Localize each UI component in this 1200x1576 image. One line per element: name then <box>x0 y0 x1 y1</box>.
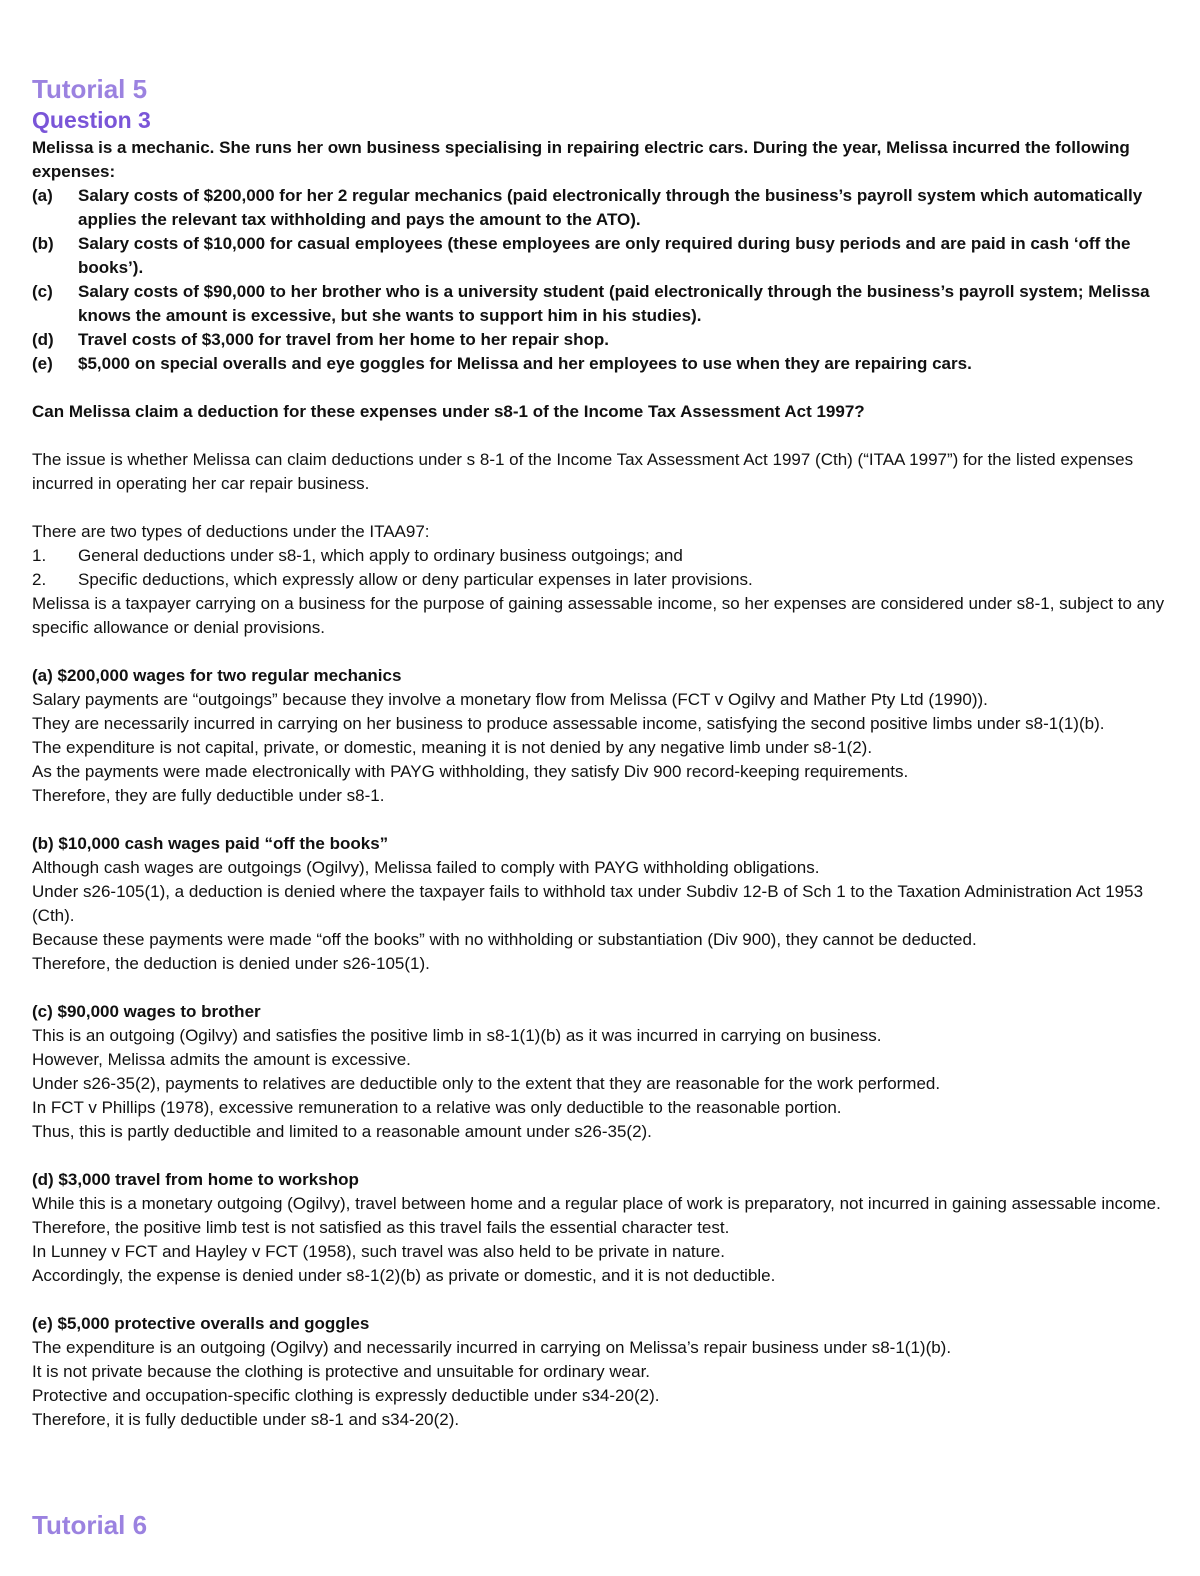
types-text: General deductions under s8-1, which apply to ordinary business outgoings; and <box>78 546 683 565</box>
section-line: Protective and occupation-specific clothing is expressly deductible under s34-20(2). <box>32 1386 660 1405</box>
expense-label: (b) <box>32 234 54 253</box>
answer-section-d <box>32 1168 1172 1288</box>
expense-text: Travel costs of $3,000 for travel from her home to her repair shop. <box>78 330 609 349</box>
section-line: They are necessarily incurred in carrying on her business to produce assessable income, satisfying the second positive limbs under s8-1(1)(b). <box>32 714 1105 733</box>
expense-text: Salary costs of $90,000 to her brother who is a university student (paid electronically through the business’s payroll system; Melissa knows the amount is excessive, but she wants to support him in his studies). <box>78 282 1150 325</box>
answer-section-b <box>32 832 1172 976</box>
issue-paragraph: The issue is whether Melissa can claim deductions under s 8-1 of the Income Tax Assessment Act 1997 (Cth) (“ITAA 1997”) for the listed expenses incurred in operating her car repair business. <box>32 450 1134 493</box>
question-prompt: Can Melissa claim a deduction for these expenses under s8-1 of the Income Tax Assessment Act 1997? <box>32 402 865 421</box>
question-intro: Melissa is a mechanic. She runs her own business specialising in repairing electric cars. During the year, Melissa incurred the following expenses: <box>32 138 1130 181</box>
section-line: While this is a monetary outgoing (Ogilvy), travel between home and a regular place of work is preparatory, not incurred in gaining assessable income. Therefore, the positive limb test is not satisfied as this travel fails the essential character test. <box>32 1194 1161 1237</box>
section-line: However, Melissa admits the amount is excessive. <box>32 1050 411 1069</box>
answer-section-a <box>32 664 1172 808</box>
section-heading: (b) $10,000 cash wages paid “off the books” <box>32 834 389 853</box>
section-line: In Lunney v FCT and Hayley v FCT (1958), such travel was also held to be private in nature. <box>32 1242 725 1261</box>
expense-item <box>32 232 1172 280</box>
section-heading: (a) $200,000 wages for two regular mechanics <box>32 666 402 685</box>
types-item <box>32 568 1172 592</box>
expense-text: Salary costs of $200,000 for her 2 regular mechanics (paid electronically through the business’s payroll system which automatically applies the relevant tax withholding and pays the amount to the ATO). <box>78 186 1143 229</box>
expense-label: (a) <box>32 186 53 205</box>
expense-item <box>32 184 1172 232</box>
expense-label: (c) <box>32 282 53 301</box>
section-line: As the payments were made electronically with PAYG withholding, they satisfy Div 900 record-keeping requirements. <box>32 762 909 781</box>
types-text: Specific deductions, which expressly allow or deny particular expenses in later provisions. <box>78 570 753 589</box>
section-line: The expenditure is not capital, private, or domestic, meaning it is not denied by any negative limb under s8-1(2). <box>32 738 873 757</box>
types-label: 2. <box>32 570 47 589</box>
section-line: Under s26-105(1), a deduction is denied where the taxpayer fails to withhold tax under Subdiv 12-B of Sch 1 to the Taxation Administration Act 1953 (Cth). <box>32 882 1144 925</box>
section-line: This is an outgoing (Ogilvy) and satisfies the positive limb in s8-1(1)(b) as it was incurred in carrying on business. <box>32 1026 882 1045</box>
section-line: Although cash wages are outgoings (Ogilvy), Melissa failed to comply with PAYG withholding obligations. <box>32 858 820 877</box>
section-line: Under s26-35(2), payments to relatives are deductible only to the extent that they are reasonable for the work performed. <box>32 1074 941 1093</box>
expense-item <box>32 328 1172 352</box>
section-line: Thus, this is partly deductible and limited to a reasonable amount under s26-35(2). <box>32 1122 652 1141</box>
section-line: Therefore, it is fully deductible under s8-1 and s34-20(2). <box>32 1410 460 1429</box>
section-line: In FCT v Phillips (1978), excessive remuneration to a relative was only deductible to the reasonable portion. <box>32 1098 842 1117</box>
types-conclusion: Melissa is a taxpayer carrying on a business for the purpose of gaining assessable income, so her expenses are considered under s8-1, subject to any specific allowance or denial provisions. <box>32 594 1165 637</box>
section-line: The expenditure is an outgoing (Ogilvy) and necessarily incurred in carrying on Melissa’s repair business under s8-1(1)(b). <box>32 1338 952 1357</box>
expense-label: (d) <box>32 330 54 349</box>
expense-item <box>32 352 1172 376</box>
section-line: Accordingly, the expense is denied under s8-1(2)(b) as private or domestic, and it is not deductible. <box>32 1266 776 1285</box>
next-tutorial-title: Tutorial 6 <box>32 1510 148 1540</box>
expense-text: Salary costs of $10,000 for casual employees (these employees are only required during busy periods and are paid in cash ‘off the books’). <box>78 234 1131 277</box>
expense-label: (e) <box>32 354 53 373</box>
section-heading: (d) $3,000 travel from home to workshop <box>32 1170 359 1189</box>
answer-section-c <box>32 1000 1172 1144</box>
expense-list <box>32 184 1172 376</box>
section-line: Therefore, they are fully deductible under s8-1. <box>32 786 385 805</box>
section-line: It is not private because the clothing is protective and unsuitable for ordinary wear. <box>32 1362 651 1381</box>
question-title: Question 3 <box>32 107 151 133</box>
section-line: Because these payments were made “off the books” with no withholding or substantiation (Div 900), they cannot be deducted. <box>32 930 977 949</box>
section-line: Salary payments are “outgoings” because they involve a monetary flow from Melissa (FCT v Ogilvy and Mather Pty Ltd (1990)). <box>32 690 988 709</box>
answer-section-e <box>32 1312 1172 1432</box>
section-heading: (c) $90,000 wages to brother <box>32 1002 261 1021</box>
tutorial-title: Tutorial 5 <box>32 74 148 104</box>
types-label: 1. <box>32 546 47 565</box>
types-item <box>32 544 1172 568</box>
expense-text: $5,000 on special overalls and eye goggles for Melissa and her employees to use when they are repairing cars. <box>78 354 972 373</box>
section-heading: (e) $5,000 protective overalls and goggles <box>32 1314 370 1333</box>
types-intro: There are two types of deductions under the ITAA97: <box>32 522 430 541</box>
section-line: Therefore, the deduction is denied under s26-105(1). <box>32 954 430 973</box>
document-page <box>32 72 1172 1432</box>
expense-item <box>32 280 1172 328</box>
